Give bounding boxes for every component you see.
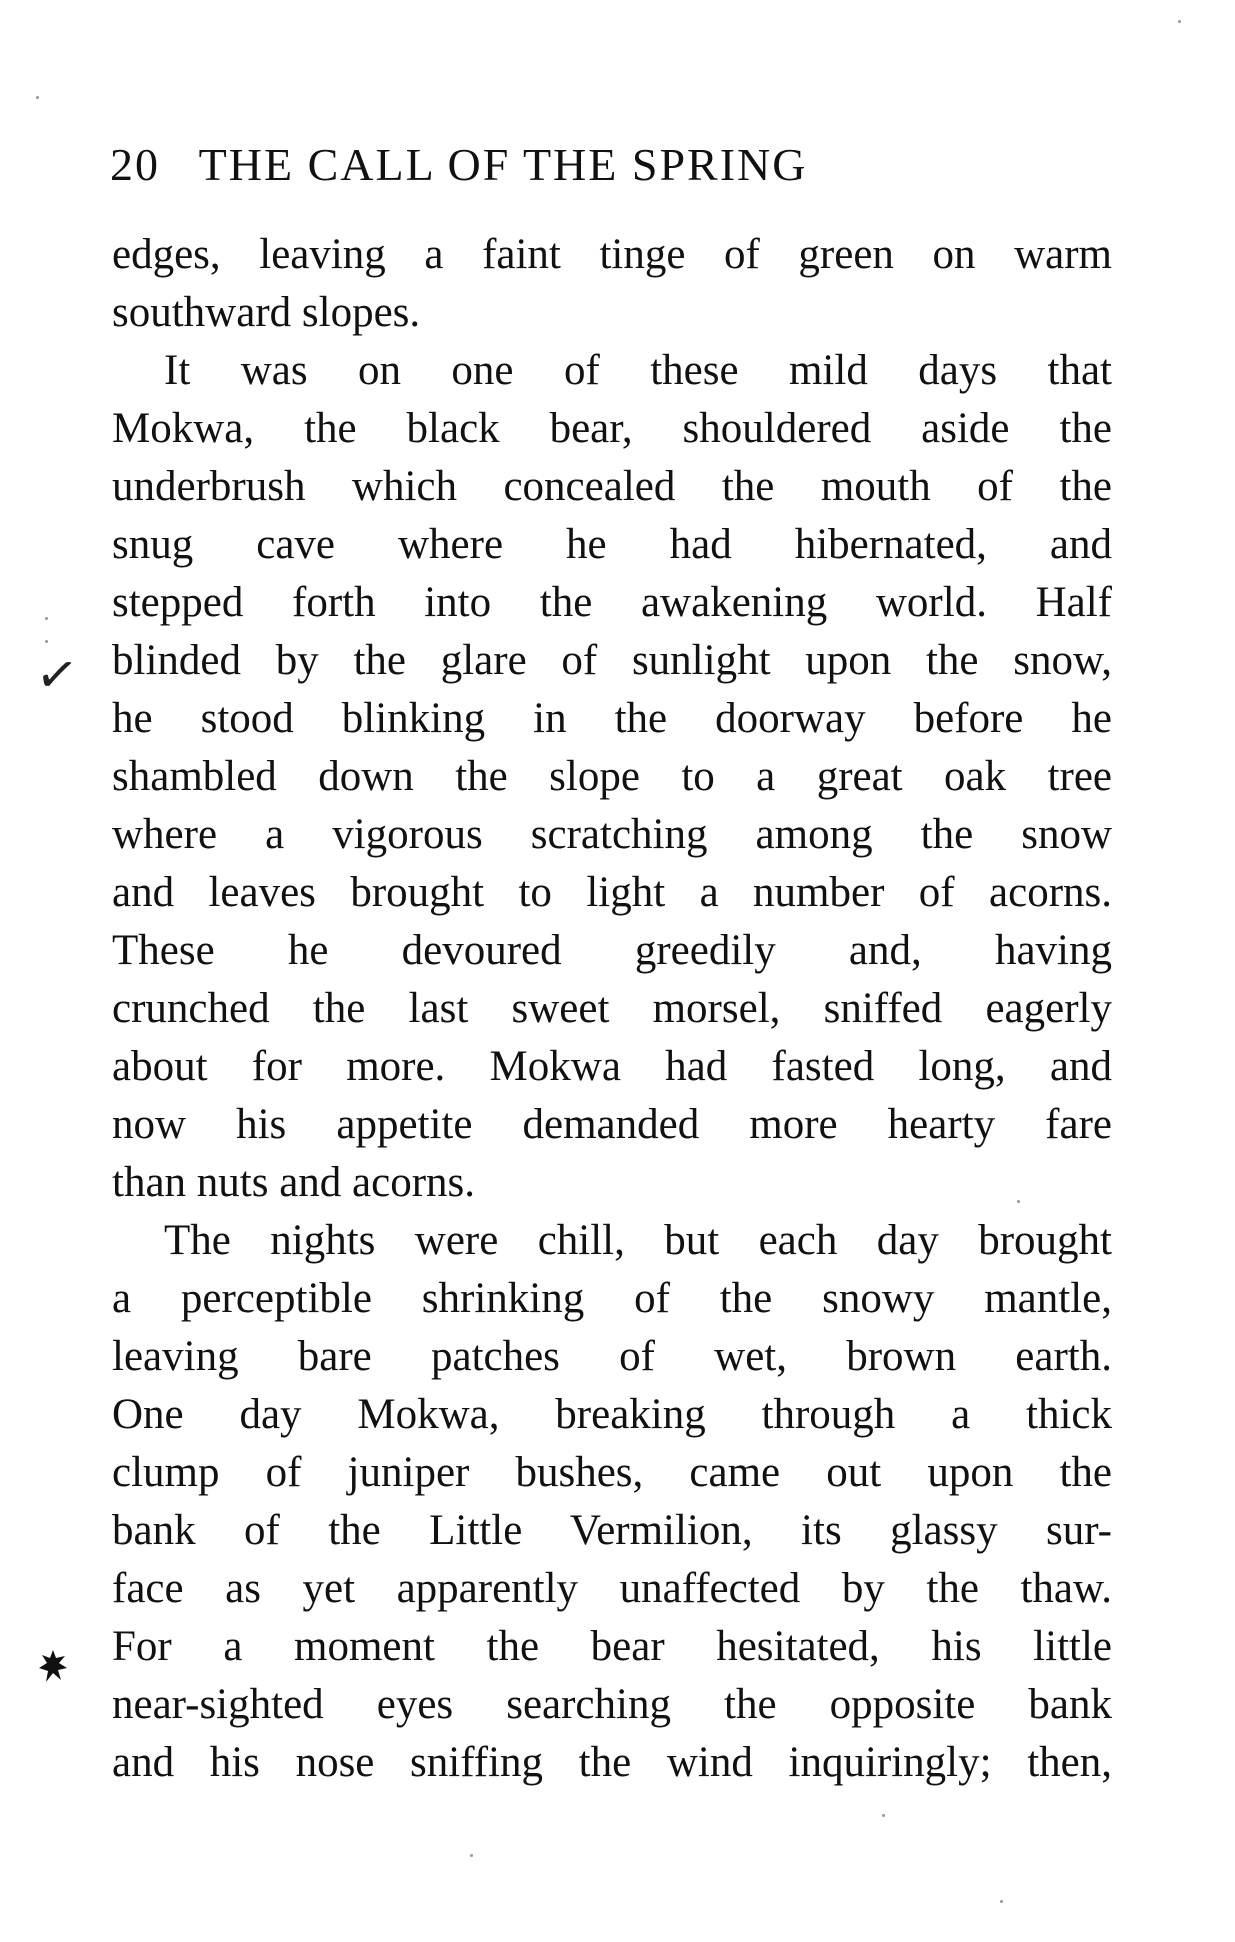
text-line: about for more. Mokwa had fasted long, and (112, 1043, 1112, 1090)
text-line: and leaves brought to light a number of acorns. (112, 869, 1112, 916)
paper-speck (1000, 1900, 1003, 1903)
text-line: For a moment the bear hesitated, his little (112, 1623, 1112, 1670)
text-line: shambled down the slope to a great oak tree (112, 753, 1112, 800)
text-line: snug cave where he had hibernated, and (112, 521, 1112, 568)
text-line: bank of the Little Vermilion, its glassy sur- (112, 1507, 1112, 1554)
text-line: a perceptible shrinking of the snowy mantle, (112, 1275, 1112, 1322)
text-line: where a vigorous scratching among the snow (112, 811, 1112, 858)
text-line: now his appetite demanded more hearty fare (112, 1101, 1112, 1148)
text-line: underbrush which concealed the mouth of the (112, 463, 1112, 510)
paper-speck (45, 617, 48, 620)
text-line: southward slopes. (112, 289, 421, 336)
text-line: One day Mokwa, breaking through a thick (112, 1391, 1112, 1438)
text-line: clump of juniper bushes, came out upon the (112, 1449, 1112, 1496)
check-mark-icon: ✓ (32, 643, 82, 707)
text-line: The nights were chill, but each day brought (164, 1217, 1112, 1264)
page-number: 20 (110, 139, 160, 190)
text-line: These he devoured greedily and, having (112, 927, 1112, 974)
text-line: leaving bare patches of wet, brown earth. (112, 1333, 1112, 1380)
text-line: he stood blinking in the doorway before he (112, 695, 1112, 742)
text-line: edges, leaving a faint tinge of green on warm (112, 231, 1112, 278)
running-title: THE CALL OF THE SPRING (198, 139, 808, 190)
paper-speck (1017, 1200, 1020, 1203)
text-line: near-sighted eyes searching the opposite bank (112, 1681, 1112, 1728)
text-line: It was on one of these mild days that (164, 347, 1112, 394)
paper-speck (882, 1814, 885, 1817)
paper-speck (470, 1854, 473, 1857)
text-line: Mokwa, the black bear, shouldered aside the (112, 405, 1112, 452)
running-head (110, 136, 1030, 194)
paper-speck (1178, 20, 1181, 23)
text-line: and his nose sniffing the wind inquiringly; then, (112, 1739, 1112, 1786)
ink-blot-icon (38, 1648, 68, 1686)
text-line: face as yet apparently unaffected by the thaw. (112, 1565, 1112, 1612)
paper-speck (36, 96, 39, 99)
paper-speck (45, 640, 48, 643)
text-line: stepped forth into the awakening world. Half (112, 579, 1112, 626)
text-line: crunched the last sweet morsel, sniffed eagerly (112, 985, 1112, 1032)
text-line: blinded by the glare of sunlight upon the snow, (112, 637, 1112, 684)
body-text (112, 226, 1112, 1792)
text-line: than nuts and acorns. (112, 1159, 476, 1206)
